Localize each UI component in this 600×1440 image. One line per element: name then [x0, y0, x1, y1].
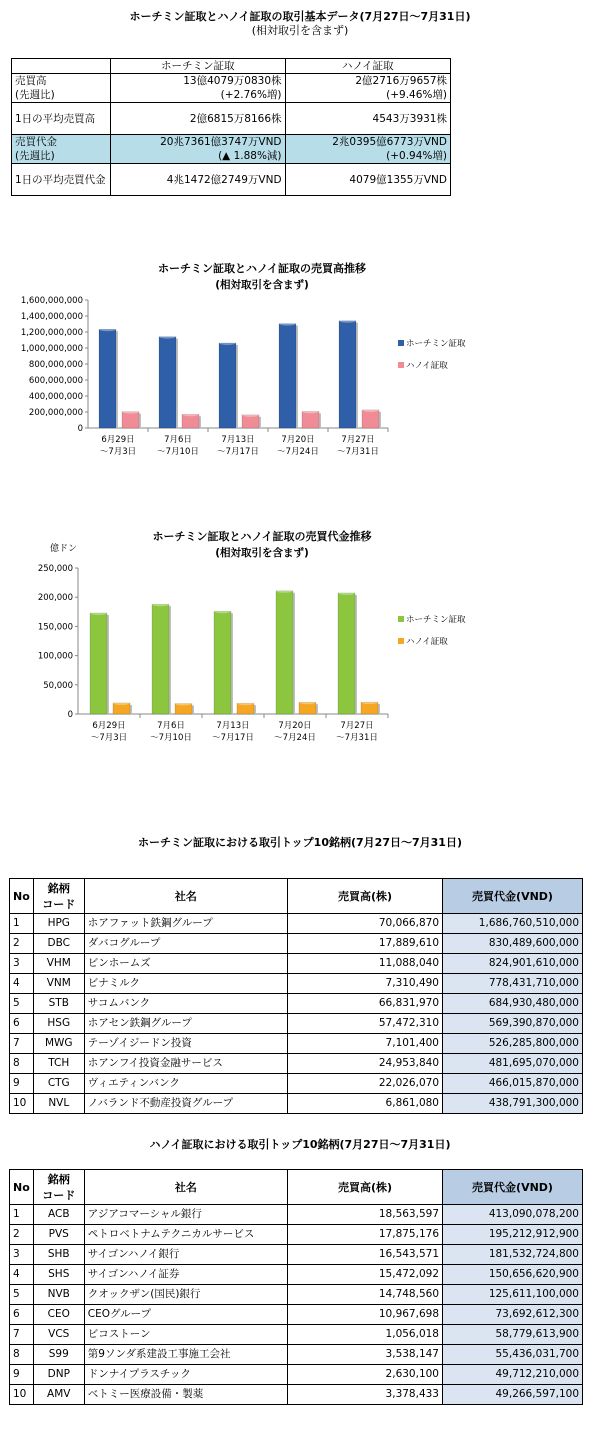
row-no: 7: [10, 1034, 34, 1054]
row-code: DNP: [33, 1365, 84, 1385]
row-company-name: テーゾイジードン投資: [84, 1034, 287, 1054]
table-row: [10, 1054, 583, 1074]
table-row: [10, 1205, 583, 1225]
volume-chart: [0, 258, 600, 488]
legend-label: ホーチミン証取: [406, 339, 466, 349]
row-no: 9: [10, 1074, 34, 1094]
x-tick-label: 〜7月24日: [274, 733, 316, 743]
bar: [279, 324, 296, 428]
y-tick-label: 1,000,000,000: [20, 344, 83, 354]
y-tick-label: 1,200,000,000: [20, 328, 83, 338]
x-tick-label: 〜7月3日: [90, 733, 128, 743]
y-tick-label: 800,000,000: [28, 360, 83, 370]
row-company-name: ダバコグループ: [84, 934, 287, 954]
y-tick-label: 0: [67, 710, 73, 720]
row-no: 6: [10, 1305, 34, 1325]
bar-top: [152, 602, 169, 606]
hn-top-body: [10, 1205, 583, 1405]
row-value: 1,686,760,510,000: [443, 914, 583, 934]
row-no: 1: [10, 1205, 34, 1225]
row-company-name: サコムバンク: [84, 994, 287, 1014]
legend-swatch: [398, 616, 404, 622]
summary-hn-value: 2億2716万9657株 (+9.46%増): [285, 74, 450, 103]
bar: [122, 412, 139, 428]
row-code: PVS: [33, 1225, 84, 1245]
row-value: 481,695,070,000: [443, 1054, 583, 1074]
row-volume: 1,056,018: [288, 1325, 443, 1345]
y-tick-label: 50,000: [43, 680, 73, 691]
row-value: 684,930,480,000: [443, 994, 583, 1014]
row-value: 466,015,870,000: [443, 1074, 583, 1094]
row-code: VHM: [33, 954, 84, 974]
y-tick-label: 200,000: [37, 593, 73, 604]
row-volume: 6,861,080: [288, 1094, 443, 1114]
row-code: VNM: [33, 974, 84, 994]
table-row: [10, 1074, 583, 1094]
bar-top: [362, 408, 379, 412]
row-volume: 7,310,490: [288, 974, 443, 994]
legend-label: ホーチミン証取: [406, 615, 466, 625]
row-company-name: ノバランド不動産投資グループ: [84, 1094, 287, 1114]
summary-label: 売買代金 (先週比): [12, 135, 111, 164]
summary-title: ホーチミン証取とハノイ証取の取引基本データ(7月27日〜7月31日): [129, 10, 471, 23]
col-no: No: [10, 879, 34, 914]
row-company-name: クオックザン(国民)銀行: [84, 1285, 287, 1305]
bar-top: [339, 319, 356, 323]
x-tick-label: 7月20日: [278, 721, 312, 731]
bar-top: [302, 409, 319, 413]
x-tick-label: 〜7月10日: [150, 733, 192, 743]
bar: [152, 604, 169, 714]
row-no: 3: [10, 1245, 34, 1265]
x-tick-label: 7月27日: [341, 435, 375, 445]
bar-top: [122, 410, 139, 414]
x-tick-label: 〜7月31日: [336, 733, 378, 743]
summary-label: 1日の平均売買代金: [12, 164, 111, 196]
x-tick-label: 6月29日: [101, 435, 135, 445]
legend-label: ハノイ証取: [406, 361, 448, 371]
row-code: ACB: [33, 1205, 84, 1225]
summary-hn-value: 4543万3931株: [285, 103, 450, 135]
table-row: [10, 1285, 583, 1305]
row-value: 413,090,078,200: [443, 1205, 583, 1225]
bar: [99, 329, 116, 428]
hcm-top-body: [10, 914, 583, 1114]
table-row: [10, 1265, 583, 1285]
x-tick-label: 〜7月17日: [212, 733, 254, 743]
row-code: NVB: [33, 1285, 84, 1305]
summary-header-row: [12, 59, 451, 74]
row-value: 58,779,613,900: [443, 1325, 583, 1345]
x-tick-label: 7月20日: [281, 435, 315, 445]
row-company-name: 第9ソンダ系建設工事施工会社: [84, 1345, 287, 1365]
y-tick-label: 1,600,000,000: [20, 296, 83, 306]
row-company-name: ホアンフイ投資金融サービス: [84, 1054, 287, 1074]
table-header-row: [10, 1170, 583, 1205]
row-no: 4: [10, 974, 34, 994]
x-tick-label: 7月6日: [157, 721, 185, 731]
col-value: 売買代金(VND): [443, 879, 583, 914]
table-row: [10, 1225, 583, 1245]
col-code: 銘柄 コード: [33, 879, 84, 914]
table-row: [10, 994, 583, 1014]
legend-label: ハノイ証取: [406, 637, 448, 647]
table-row: [10, 954, 583, 974]
value-chart-svg: [0, 526, 600, 756]
row-company-name: アジアコマーシャル銀行: [84, 1205, 287, 1225]
summary-hn-value: 4079億1355万VND: [285, 164, 450, 196]
row-value: 181,532,724,800: [443, 1245, 583, 1265]
bar-top: [242, 413, 259, 417]
table-row: [10, 1305, 583, 1325]
bar: [362, 410, 379, 428]
hcm-top-title: ホーチミン証取における取引トップ10銘柄(7月27日〜7月31日): [138, 836, 462, 849]
row-no: 5: [10, 1285, 34, 1305]
row-company-name: ヴィエティンバンク: [84, 1074, 287, 1094]
summary-label: 売買高 (先週比): [12, 74, 111, 103]
summary-row-avg-volume: [12, 103, 451, 135]
bar-top: [113, 701, 130, 705]
row-code: TCH: [33, 1054, 84, 1074]
chart-title: ホーチミン証取とハノイ証取の売買高推移: [157, 262, 367, 275]
y-tick-label: 250,000: [37, 564, 73, 574]
summary-col-hn: ハノイ証取: [285, 59, 450, 74]
summary-table: [11, 58, 451, 196]
y-tick-label: 100,000: [37, 651, 73, 662]
table-row: [10, 1345, 583, 1365]
bar: [90, 613, 107, 714]
row-code: S99: [33, 1345, 84, 1365]
summary-hcm-value: 13億4079万0830株 (+2.76%増): [111, 74, 286, 103]
bar: [302, 411, 319, 428]
table-row: [10, 1325, 583, 1345]
summary-row-avg-value: [12, 164, 451, 196]
summary-corner: [12, 59, 111, 74]
row-code: CTG: [33, 1074, 84, 1094]
bar: [219, 343, 236, 428]
row-company-name: ビコストーン: [84, 1325, 287, 1345]
hcm-top-table: [9, 878, 583, 1114]
row-volume: 17,875,176: [288, 1225, 443, 1245]
row-no: 5: [10, 994, 34, 1014]
col-name: 社名: [84, 1170, 287, 1205]
row-volume: 66,831,970: [288, 994, 443, 1014]
row-code: DBC: [33, 934, 84, 954]
row-volume: 16,543,571: [288, 1245, 443, 1265]
summary-hcm-value: 2億6815万8166株: [111, 103, 286, 135]
col-volume: 売買高(株): [288, 1170, 443, 1205]
summary-subtitle: (相対取引を含まず): [251, 24, 349, 37]
row-no: 10: [10, 1385, 34, 1405]
row-no: 2: [10, 934, 34, 954]
table-header-row: [10, 879, 583, 914]
row-code: MWG: [33, 1034, 84, 1054]
bar: [276, 591, 293, 714]
bar-top: [90, 611, 107, 615]
volume-chart-svg: [0, 258, 600, 488]
row-company-name: CEOグループ: [84, 1305, 287, 1325]
row-code: AMV: [33, 1385, 84, 1405]
summary-col-hcm: ホーチミン証取: [111, 59, 286, 74]
row-code: SHS: [33, 1265, 84, 1285]
row-company-name: ペトロベトナムテクニカルサービス: [84, 1225, 287, 1245]
x-tick-label: 7月13日: [221, 435, 255, 445]
y-tick-label: 600,000,000: [28, 376, 83, 386]
legend-swatch: [398, 362, 404, 368]
row-volume: 10,967,698: [288, 1305, 443, 1325]
y-tick-label: 200,000,000: [28, 408, 83, 418]
bar-top: [279, 322, 296, 326]
table-row: [10, 1245, 583, 1265]
row-volume: 17,889,610: [288, 934, 443, 954]
y-axis-label: 億ドン: [50, 544, 78, 554]
row-no: 1: [10, 914, 34, 934]
row-code: HSG: [33, 1014, 84, 1034]
row-company-name: ビンホームズ: [84, 954, 287, 974]
row-value: 49,712,210,000: [443, 1365, 583, 1385]
row-value: 438,791,300,000: [443, 1094, 583, 1114]
row-value: 49,266,597,100: [443, 1385, 583, 1405]
col-no: No: [10, 1170, 34, 1205]
row-code: CEO: [33, 1305, 84, 1325]
legend-swatch: [398, 638, 404, 644]
bar-top: [219, 341, 236, 345]
y-tick-label: 0: [77, 424, 83, 434]
table-row: [10, 1094, 583, 1114]
row-company-name: サイゴンハノイ証券: [84, 1265, 287, 1285]
bar-top: [182, 412, 199, 416]
row-no: 8: [10, 1054, 34, 1074]
col-volume: 売買高(株): [288, 879, 443, 914]
row-value: 150,656,620,900: [443, 1265, 583, 1285]
row-volume: 3,378,433: [288, 1385, 443, 1405]
bar-top: [299, 700, 316, 704]
bar-top: [361, 700, 378, 704]
bar-top: [159, 335, 176, 339]
bar-top: [175, 701, 192, 705]
chart-subtitle: (相対取引を含まず): [215, 547, 309, 559]
legend-swatch: [398, 340, 404, 346]
row-volume: 11,088,040: [288, 954, 443, 974]
x-tick-label: 〜7月3日: [99, 447, 137, 457]
table-row: [10, 1365, 583, 1385]
x-tick-label: 6月29日: [92, 721, 126, 731]
row-no: 2: [10, 1225, 34, 1245]
chart-title: ホーチミン証取とハノイ証取の売買代金推移: [152, 530, 372, 543]
chart-subtitle: (相対取引を含まず): [215, 279, 309, 291]
row-value: 830,489,600,000: [443, 934, 583, 954]
bar: [339, 321, 356, 428]
table-row: [10, 1034, 583, 1054]
row-value: 824,901,610,000: [443, 954, 583, 974]
row-no: 10: [10, 1094, 34, 1114]
row-value: 73,692,612,300: [443, 1305, 583, 1325]
row-volume: 70,066,870: [288, 914, 443, 934]
col-code: 銘柄 コード: [33, 1170, 84, 1205]
col-value: 売買代金(VND): [443, 1170, 583, 1205]
row-volume: 22,026,070: [288, 1074, 443, 1094]
table-row: [10, 934, 583, 954]
row-volume: 3,538,147: [288, 1345, 443, 1365]
row-code: STB: [33, 994, 84, 1014]
row-no: 9: [10, 1365, 34, 1385]
table-row: [10, 1385, 583, 1405]
row-value: 125,611,100,000: [443, 1285, 583, 1305]
row-no: 8: [10, 1345, 34, 1365]
summary-hcm-value: 4兆1472億2749万VND: [111, 164, 286, 196]
row-company-name: ホアセン鉄鋼グループ: [84, 1014, 287, 1034]
row-no: 6: [10, 1014, 34, 1034]
col-name: 社名: [84, 879, 287, 914]
row-volume: 15,472,092: [288, 1265, 443, 1285]
bar-top: [338, 591, 355, 595]
row-company-name: ホアファット鉄鋼グループ: [84, 914, 287, 934]
x-tick-label: 〜7月31日: [337, 447, 379, 457]
hn-top-title: ハノイ証取における取引トップ10銘柄(7月27日〜7月31日): [149, 1138, 451, 1151]
row-value: 569,390,870,000: [443, 1014, 583, 1034]
x-tick-label: 7月27日: [340, 721, 374, 731]
row-volume: 18,563,597: [288, 1205, 443, 1225]
row-volume: 14,748,560: [288, 1285, 443, 1305]
row-volume: 57,472,310: [288, 1014, 443, 1034]
summary-row-volume: [12, 74, 451, 103]
table-row: [10, 1014, 583, 1034]
row-code: VCS: [33, 1325, 84, 1345]
summary-row-value: [12, 135, 451, 164]
x-tick-label: 7月6日: [164, 435, 192, 445]
row-code: NVL: [33, 1094, 84, 1114]
row-company-name: サイゴンハノイ銀行: [84, 1245, 287, 1265]
row-code: HPG: [33, 914, 84, 934]
bar: [182, 414, 199, 428]
row-value: 778,431,710,000: [443, 974, 583, 994]
bar-top: [214, 609, 231, 613]
summary-label: 1日の平均売買高: [12, 103, 111, 135]
row-no: 7: [10, 1325, 34, 1345]
row-company-name: ビナミルク: [84, 974, 287, 994]
row-company-name: ドンナイプラスチック: [84, 1365, 287, 1385]
row-no: 4: [10, 1265, 34, 1285]
bar-top: [237, 701, 254, 705]
y-tick-label: 150,000: [37, 622, 73, 633]
value-chart: [0, 526, 600, 756]
row-volume: 24,953,840: [288, 1054, 443, 1074]
row-volume: 2,630,100: [288, 1365, 443, 1385]
summary-hn-value: 2兆0395億6773万VND (+0.94%増): [285, 135, 450, 164]
row-company-name: ベトミー医療設備・製薬: [84, 1385, 287, 1405]
x-tick-label: 7月13日: [216, 721, 250, 731]
x-tick-label: 〜7月17日: [217, 447, 259, 457]
x-tick-label: 〜7月24日: [277, 447, 319, 457]
table-row: [10, 974, 583, 994]
row-value: 195,212,912,900: [443, 1225, 583, 1245]
row-value: 55,436,031,700: [443, 1345, 583, 1365]
bar: [338, 593, 355, 714]
summary-hcm-value: 20兆7361億3747万VND (▲ 1.88%減): [111, 135, 286, 164]
hn-top-table: [9, 1169, 583, 1405]
row-code: SHB: [33, 1245, 84, 1265]
table-row: [10, 914, 583, 934]
x-tick-label: 〜7月10日: [157, 447, 199, 457]
bar: [214, 611, 231, 714]
y-tick-label: 1,400,000,000: [20, 312, 83, 322]
row-volume: 7,101,400: [288, 1034, 443, 1054]
bar-top: [276, 589, 293, 593]
y-tick-label: 400,000,000: [28, 392, 83, 402]
bar-top: [99, 327, 116, 331]
row-no: 3: [10, 954, 34, 974]
row-value: 526,285,800,000: [443, 1034, 583, 1054]
bar: [159, 337, 176, 428]
